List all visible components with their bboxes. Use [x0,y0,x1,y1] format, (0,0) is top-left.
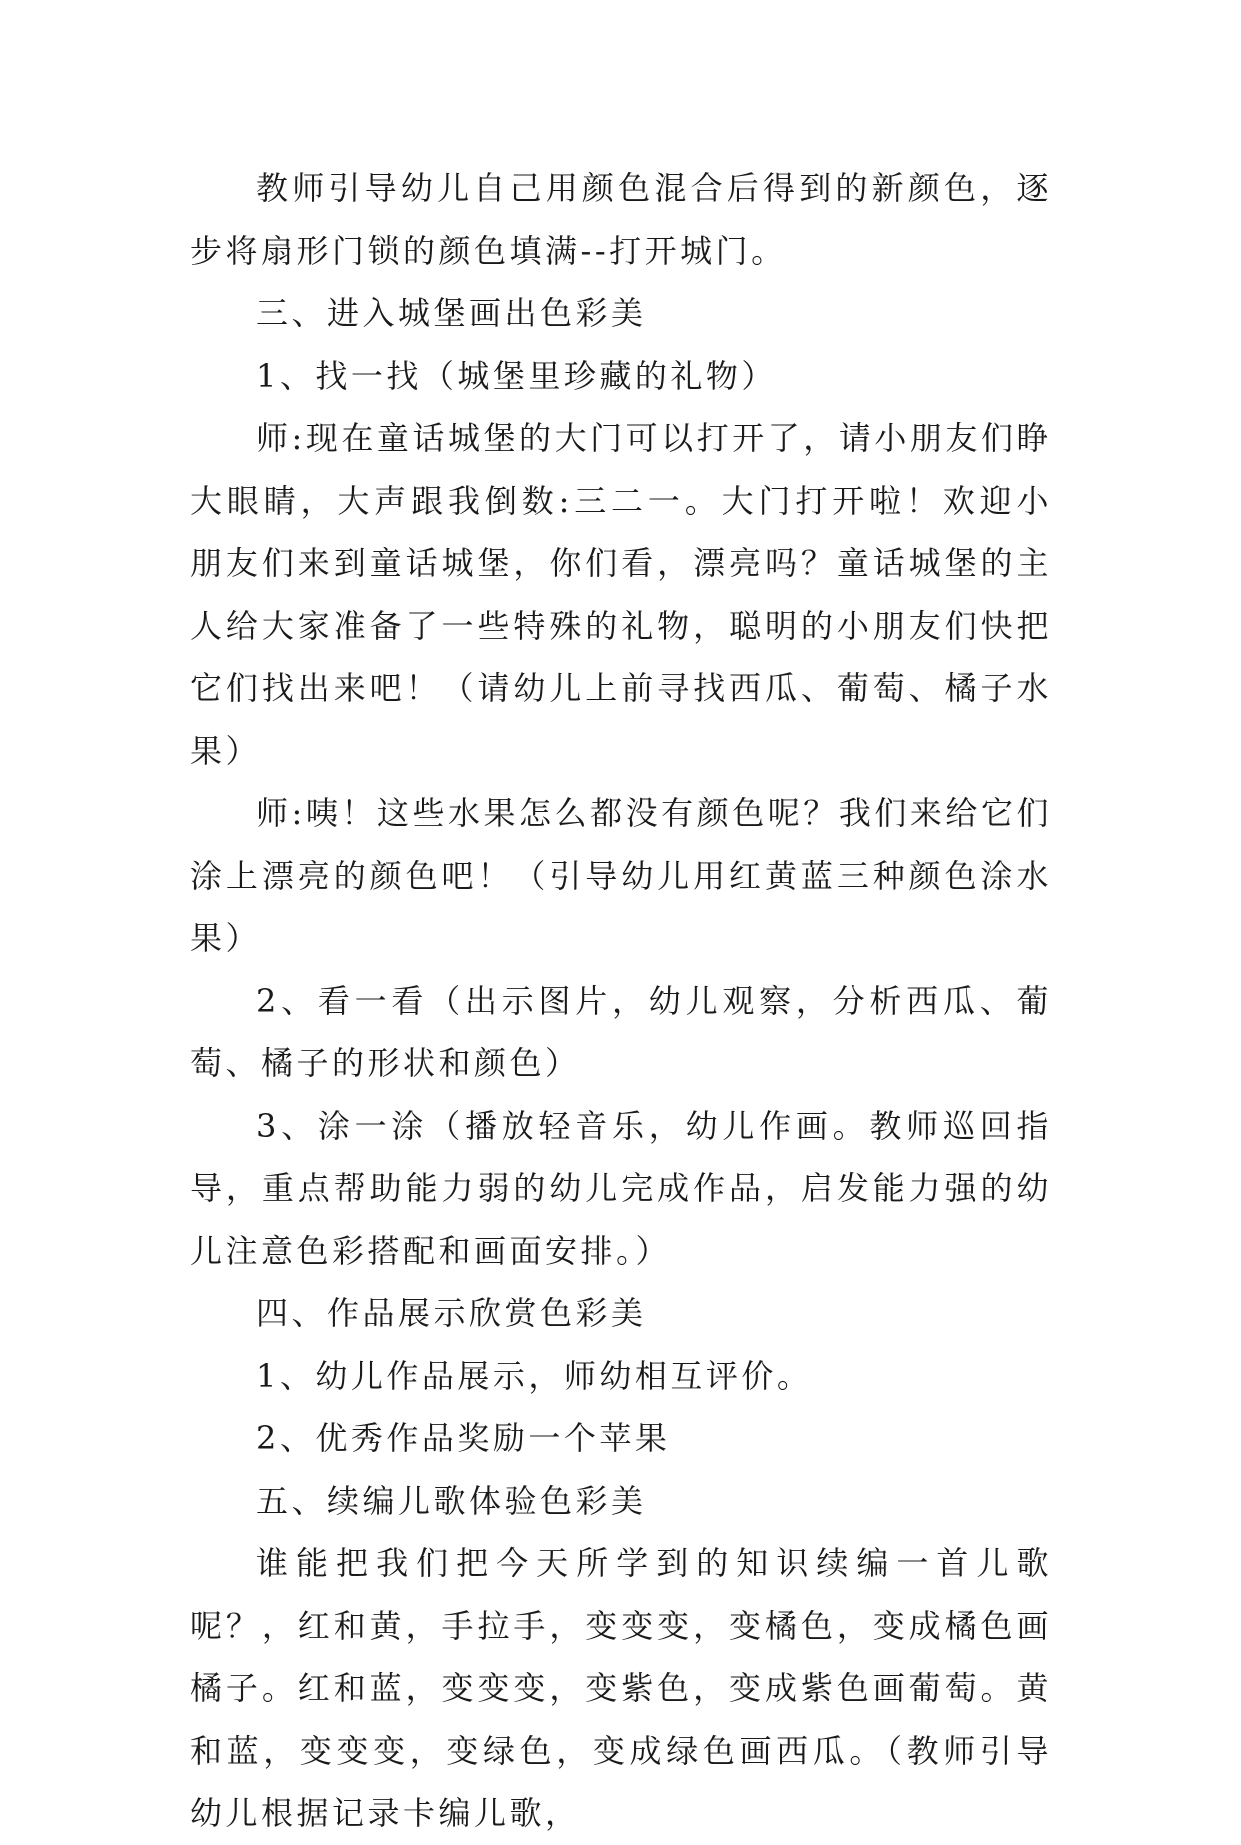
section-heading-four: 四、作品展示欣赏色彩美 [256,1294,647,1332]
paragraph-nursery-rhyme: 谁能把我们把今天所学到的知识续编一首儿歌呢？，红和黄，手拉手，变变变，变橘色，变成橘色画橘子。红和蓝，变变变，变紫色，变成紫色画葡萄。黄和蓝，变变变，变绿色，变成绿色画西瓜。（教师引导幼儿根据记录卡编儿歌， [190,1544,1052,1832]
step-find: 1、找一找（城堡里珍藏的礼物） [256,356,777,395]
item-reward: 2、优秀作品奖励一个苹果 [256,1419,671,1457]
step-paint: 3、涂一涂（播放轻音乐，幼儿作画。教师巡回指导，重点帮助能力弱的幼儿完成作品，启发能力强的幼儿注意色彩搭配和画面安排。） [190,1106,1052,1270]
step-look: 2、看一看（出示图片，幼儿观察，分析西瓜、葡萄、橘子的形状和颜色） [190,981,1052,1082]
section-heading-five: 五、续编儿歌体验色彩美 [256,1481,647,1520]
paragraph-teacher-fruits: 师:咦！这些水果怎么都没有颜色呢？我们来给它们涂上漂亮的颜色吧！（引导幼儿用红黄蓝三种颜色涂水果） [190,794,1052,957]
document-body [190,157,1052,1845]
section-heading-three: 三、进入城堡画出色彩美 [256,294,647,332]
paragraph-intro: 教师引导幼儿自己用颜色混合后得到的新颜色，逐步将扇形门锁的颜色填满--打开城门。 [190,169,1052,270]
paragraph-teacher-castle: 师:现在童话城堡的大门可以打开了，请小朋友们睁大眼睛，大声跟我倒数:三二一。大门打开啦！欢迎小朋友们来到童话城堡，你们看，漂亮吗？童话城堡的主人给大家准备了一些特殊的礼物，聪明的小朋友们快把它们找出来吧！（请幼儿上前寻找西瓜、葡萄、橘子水果） [190,419,1052,770]
item-display: 1、幼儿作品展示，师幼相互评价。 [256,1356,813,1395]
